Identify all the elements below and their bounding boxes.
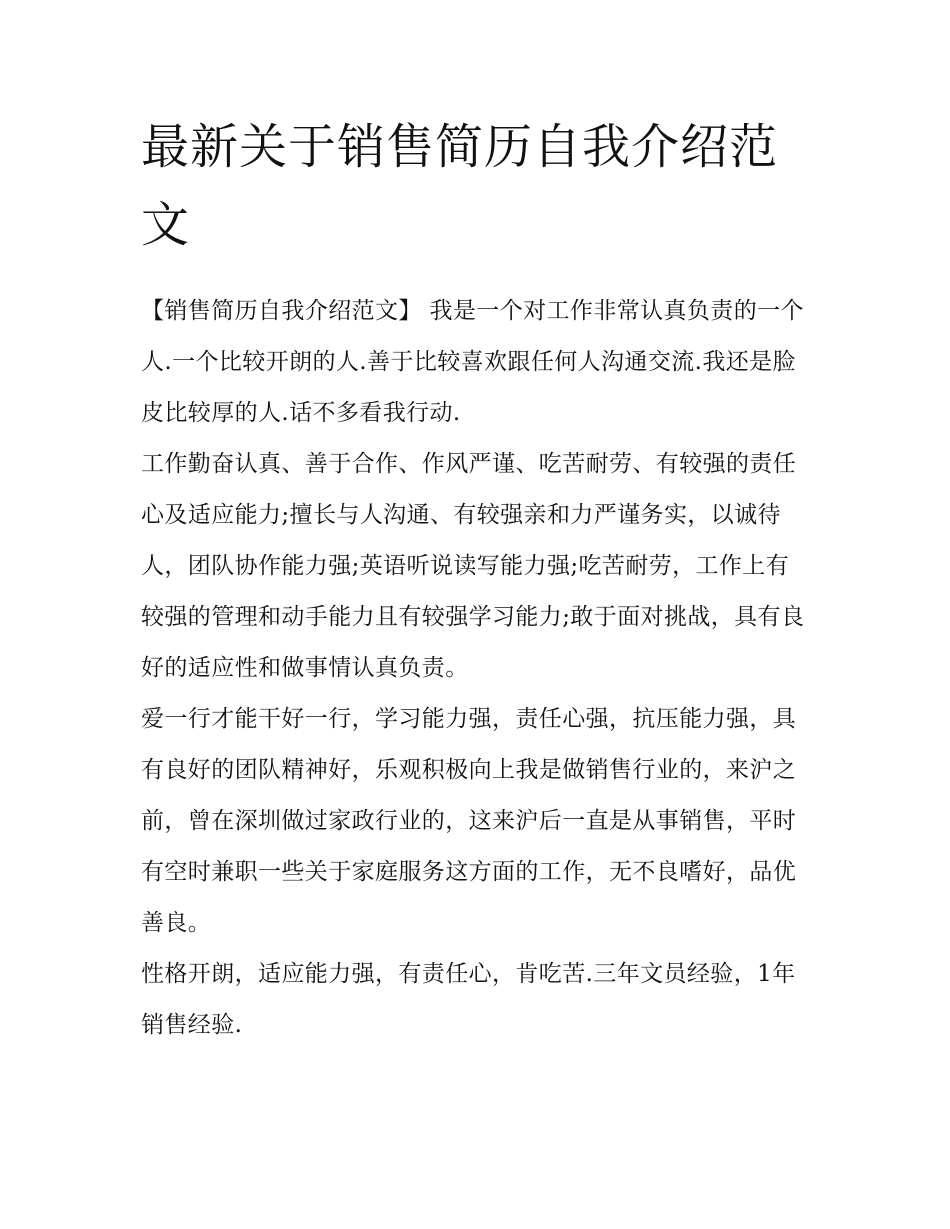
paragraph-work-attitude: 工作勤奋认真、善于合作、作风严谨、吃苦耐劳、有较强的责任心及适应能力;擅长与人沟通、有较强亲和力严谨务实，以诚待人，团队协作能力强;英语听说读写能力强;吃苦耐劳，工作上有较强的管理和动手能力且有较强学习能力;敢于面对挑战，具有良好的适应性和做事情认真负责。	[141, 451, 805, 681]
document-body	[141, 286, 811, 1051]
document-title: 最新关于销售简历自我介绍范文	[141, 119, 779, 253]
document-page	[141, 108, 811, 1051]
paragraph-intro: 【销售简历自我介绍范文】 我是一个对工作非常认真负责的一个人.一个比较开朗的人.善于比较喜欢跟任何人沟通交流.我还是脸皮比较厚的人.话不多看我行动.	[141, 298, 804, 426]
paragraph-experience: 爱一行才能干好一行，学习能力强，责任心强，抗压能力强，具有良好的团队精神好，乐观积极向上我是做销售行业的，来沪之前，曾在深圳做过家政行业的，这来沪后一直是从事销售，平时有空时兼职一些关于家庭服务这方面的工作，无不良嗜好，品优善良。	[141, 706, 797, 936]
paragraph-summary: 性格开朗，适应能力强，有责任心，肯吃苦.三年文员经验，1年销售经验.	[141, 961, 796, 1038]
